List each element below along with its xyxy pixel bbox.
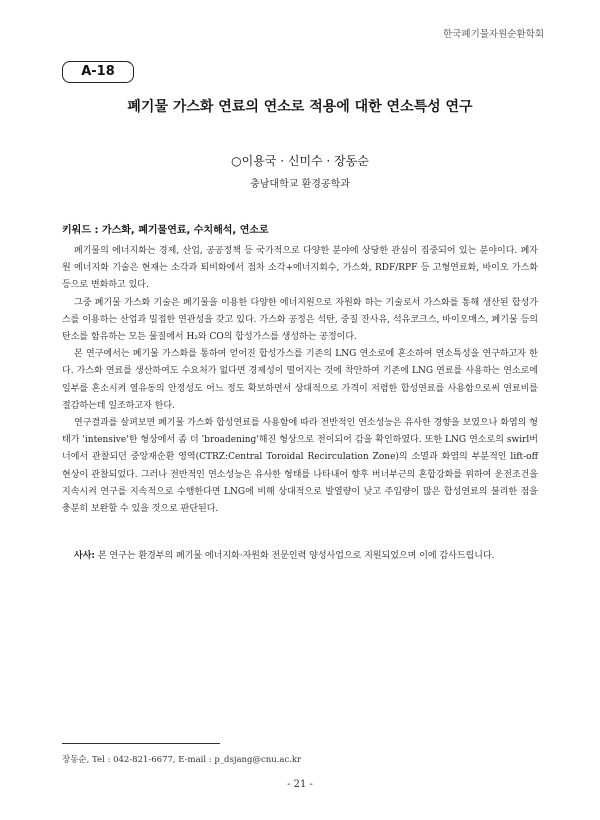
abstract-body (62, 243, 538, 518)
body-paragraph-4: 연구결과를 살펴보면 폐기물 가스화 합성연료를 사용함에 따라 전반적인 연소성능은 유사한 경향을 보였으나 화염의 형태가 'intensive'한 형상에서 좀 더 'broadening'해진 형상으로 전이되어 감을 확인하였다. 또한 LNG 연소로의 swirl버너에서 관찰되던 중앙재순환 영역(CTRZ:Central Toroidal Recirculation Zone)의 소멸과 화염의 부분적인 lift-off 현상이 관찰되었다. 그러나 전반적인 연소성능은 유사한 형태를 나타내어 향후 버너부근의 혼합강화를 위하여 운전조건을 지속시켜 연구를 지속적으로 수행한다면 LNG에 비해 상대적으로 발열량이 낮고 주입량이 많은 합성연료의 불리한 점을 충분히 보완할 수 있을 것으로 판단된다. (62, 418, 538, 515)
paper-title: 폐기물 가스화 연료의 연소로 적용에 대한 연소특성 연구 (127, 99, 473, 115)
keywords (62, 221, 269, 236)
keywords-label: 키워드 : (62, 225, 99, 236)
page-number: - 21 - (287, 779, 313, 790)
acknowledgement (62, 548, 538, 565)
acknowledgement-text: 본 연구는 환경부의 폐기물 에너지화·자원화 전문인력 양성사업으로 지원되었으며 이에 감사드립니다. (97, 551, 495, 561)
corresponding-author-footnote: 장동순, Tel : 042-821-6677, E-mail : p_dsjang@cnu.ac.kr (62, 755, 302, 765)
affiliation: 충남대학교 환경공학과 (250, 179, 350, 190)
authors: ○이용국 · 신미수 · 장동순 (231, 154, 369, 168)
footnote-divider (62, 743, 220, 744)
abstract-code-badge: A-18 (62, 61, 134, 83)
body-paragraph-1: 폐기물의 에너지화는 경제, 산업, 공공정책 등 국가적으로 다양한 분야에 상당한 관심이 집중되어 있는 분야이다. 폐자원 에너지화 기술은 현재는 소각과 퇴비화에서 점차 소각+에너지회수, 가스화, RDF/RPF 등 고형연료화, 바이오 가스화 등으로 변화하고 있다. (62, 246, 538, 291)
society-header: 한국폐기물자원순환학회 (443, 29, 544, 40)
body-paragraph-2: 그중 폐기물 가스화 기술은 폐기물을 이용한 다양한 에너지원으로 자원화 하는 기술로서 가스화를 통해 생산된 합성가스를 이용하는 산업과 밀접한 연관성을 갖고 있다. 가스화 공정은 석탄, 중질 잔사유, 석유코크스, 바이오매스, 폐기물 등의 탄소를 함유하는 모든 물질에서 H₂와 CO의 합성가스를 생성하는 공정이다. (62, 297, 538, 343)
keywords-text: 가스화, 폐기물연료, 수치해석, 연소로 (101, 225, 269, 236)
acknowledgement-label: 사사: (74, 551, 95, 561)
body-paragraph-3: 본 연구에서는 폐기물 가스화를 통하여 얻어진 합성가스를 기존의 LNG 연소로에 혼소하여 연소특성을 연구하고자 한다. 가스화 연료를 생산하여도 수요처가 없다면 경제성이 떨어지는 것에 착안하여 기존에 LNG 연료를 사용하는 연소로에 일부를 혼소시켜 열유동의 안정성도 어느 정도 확보하면서 상대적으로 가격이 저렴한 합성연료를 사용함으로써 연료비를 절감하는데 일조하고자 한다. (62, 349, 538, 411)
